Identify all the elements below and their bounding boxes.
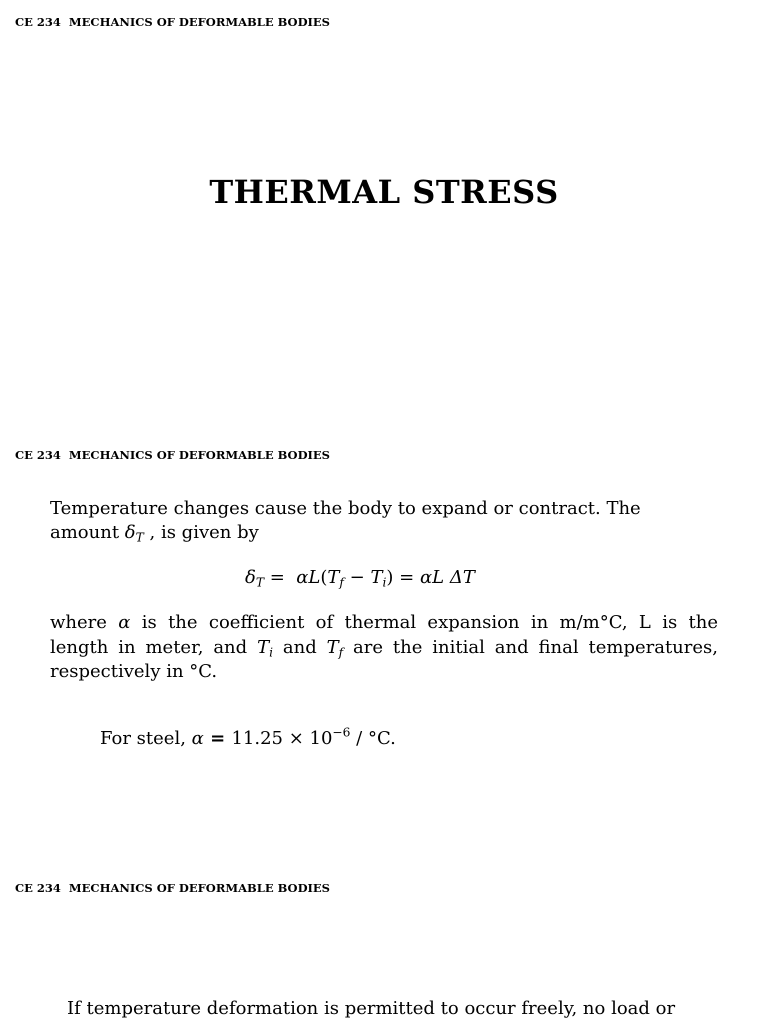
eq-lhs-subscript: T bbox=[255, 575, 265, 590]
steel-equals: = bbox=[203, 728, 232, 749]
page-2 bbox=[0, 433, 768, 866]
page-1 bbox=[0, 0, 768, 433]
steel-alpha-symbol: α bbox=[191, 728, 204, 749]
definition-line-2 bbox=[50, 636, 718, 661]
definition-text: are the initial and final temperatures, bbox=[343, 636, 718, 658]
delta-symbol: δ bbox=[124, 522, 136, 543]
eq-open-paren: ( bbox=[320, 567, 328, 588]
page-3 bbox=[0, 866, 768, 1024]
intro-text-end: , is given by bbox=[143, 522, 259, 543]
intro-line-2 bbox=[50, 521, 718, 545]
eq-initial-temp: T bbox=[370, 567, 383, 588]
course-header: CE 234 MECHANICS OF DEFORMABLE BODIES bbox=[15, 448, 330, 462]
steel-exponent: −6 bbox=[332, 725, 351, 740]
definition-text: is the coefficient of thermal expansion in m/m°C, L is the bbox=[130, 612, 718, 633]
eq-final-temp-subscript: f bbox=[339, 575, 344, 590]
free-deformation-paragraph: If temperature deformation is permitted to occur freely, no load or bbox=[67, 998, 676, 1019]
definition-text: where bbox=[50, 612, 119, 633]
definition-line-3: respectively in °C. bbox=[50, 661, 218, 682]
eq-close-paren: ) bbox=[386, 567, 394, 588]
steel-coefficient-note bbox=[100, 727, 396, 751]
eq-equals-1: = bbox=[264, 567, 297, 588]
final-temp-subscript: f bbox=[338, 645, 344, 660]
intro-paragraph bbox=[50, 497, 718, 545]
eq-rhs: αL ΔT bbox=[419, 567, 475, 588]
definition-line-1 bbox=[50, 611, 718, 636]
intro-line-1: Temperature changes cause the body to expand or contract. The bbox=[50, 498, 641, 519]
delta-subscript: T bbox=[135, 530, 144, 545]
course-header: CE 234 MECHANICS OF DEFORMABLE BODIES bbox=[15, 881, 330, 895]
eq-minus: − bbox=[343, 567, 371, 588]
course-header: CE 234 MECHANICS OF DEFORMABLE BODIES bbox=[15, 15, 330, 29]
initial-temp-subscript: i bbox=[269, 645, 273, 660]
eq-lhs-symbol: δ bbox=[245, 567, 256, 588]
thermal-deformation-equation bbox=[245, 563, 475, 593]
definition-text: and bbox=[273, 636, 327, 658]
intro-text: amount bbox=[50, 522, 125, 543]
eq-initial-temp-subscript: i bbox=[382, 575, 387, 590]
final-temp-symbol: T bbox=[326, 636, 339, 658]
eq-equals-2: = bbox=[393, 567, 420, 588]
initial-temp-symbol: T bbox=[257, 636, 270, 658]
steel-value: 11.25 × 10 bbox=[231, 728, 333, 749]
definition-paragraph bbox=[50, 611, 718, 685]
alpha-symbol: α bbox=[118, 612, 131, 633]
steel-unit: / °C. bbox=[350, 728, 396, 749]
definition-text: length in meter, and bbox=[50, 636, 258, 658]
page-title: THERMAL STRESS bbox=[209, 173, 559, 211]
eq-final-temp: T bbox=[327, 567, 340, 588]
steel-label: For steel, bbox=[100, 728, 192, 749]
eq-factor: αL bbox=[296, 567, 321, 588]
